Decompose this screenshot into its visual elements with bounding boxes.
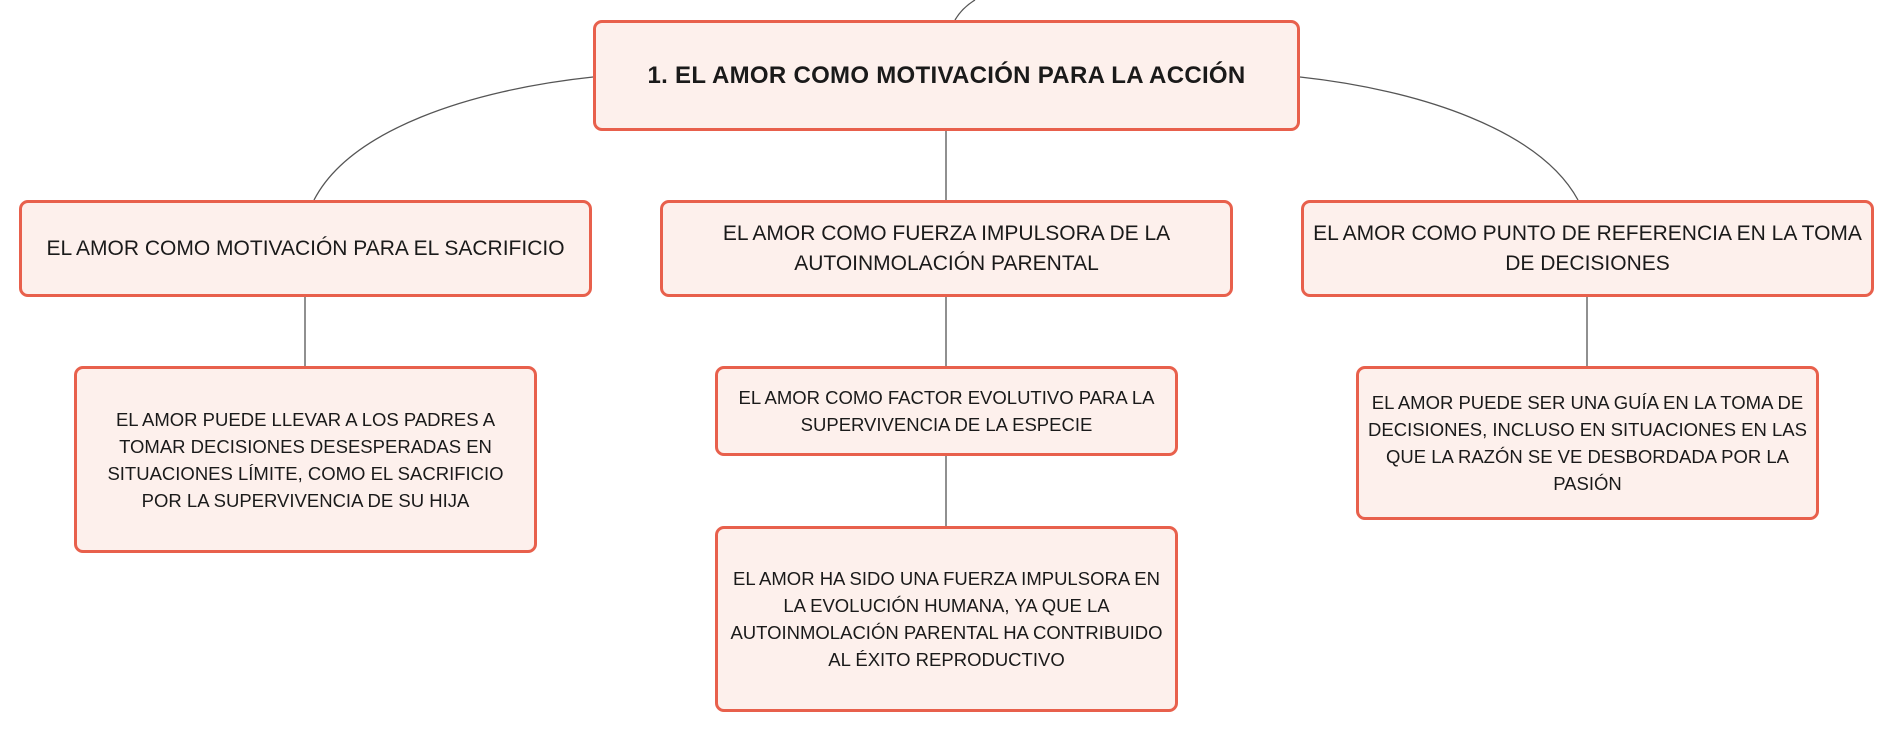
connector-root-branch-1 <box>314 77 593 200</box>
branch-sacrificio-label: EL AMOR COMO MOTIVACIÓN PARA EL SACRIFICIO <box>46 236 565 260</box>
branch-decisiones[interactable] <box>1301 200 1874 297</box>
branch-sacrificio[interactable] <box>19 200 592 297</box>
branch-autoinmolacion-label: EL AMOR COMO FUERZA IMPULSORA DE LA AUTOINMOLACIÓN PARENTAL <box>722 221 1171 275</box>
subtopic-factor-evolutivo-label: EL AMOR COMO FACTOR EVOLUTIVO PARA LA SUPERVIVENCIA DE LA ESPECIE <box>738 387 1155 435</box>
branch-autoinmolacion[interactable] <box>660 200 1233 297</box>
subtopic-evolucion-humana-label: EL AMOR HA SIDO UNA FUERZA IMPULSORA EN LA EVOLUCIÓN HUMANA, YA QUE LA AUTOINMOLACIÓN PARENTAL HA CONTRIBUIDO AL ÉXITO REPRODUCTIVO <box>730 568 1163 670</box>
subtopic-guia-decisiones-label: EL AMOR PUEDE SER UNA GUÍA EN LA TOMA DE DECISIONES, INCLUSO EN SITUACIONES EN LAS QUE LA RAZÓN SE VE DESBORDADA POR LA PASIÓN <box>1368 392 1807 494</box>
connector-root-branch-3 <box>1300 77 1578 200</box>
root-topic-label: 1. EL AMOR COMO MOTIVACIÓN PARA LA ACCIÓN <box>647 61 1246 89</box>
root-topic[interactable] <box>593 20 1300 131</box>
connector-to-parent <box>955 0 975 20</box>
subtopic-guia-decisiones[interactable] <box>1356 366 1819 520</box>
subtopic-factor-evolutivo[interactable] <box>715 366 1178 456</box>
subtopic-padres-decisiones-label: EL AMOR PUEDE LLEVAR A LOS PADRES A TOMAR DECISIONES DESESPERADAS EN SITUACIONES LÍMITE, COMO EL SACRIFICIO POR LA SUPERVIVENCIA DE SU HIJA <box>107 408 504 511</box>
branch-decisiones-label: EL AMOR COMO PUNTO DE REFERENCIA EN LA TOMA DE DECISIONES <box>1313 221 1862 275</box>
subtopic-evolucion-humana[interactable] <box>715 526 1178 712</box>
subtopic-padres-decisiones[interactable] <box>74 366 537 553</box>
